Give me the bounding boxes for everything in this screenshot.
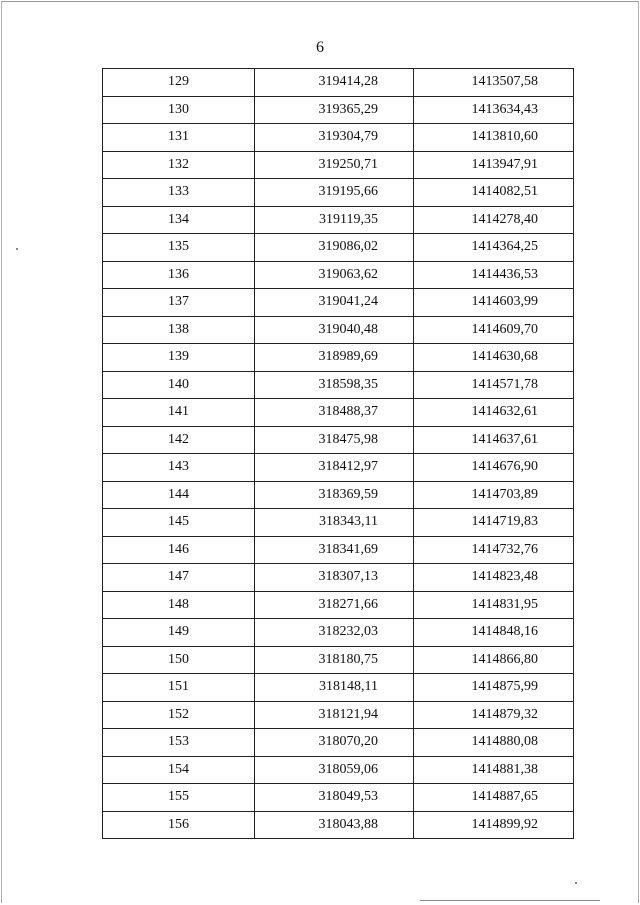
table-row — [103, 289, 574, 317]
point-number: 156 — [103, 811, 255, 839]
table-row — [103, 564, 574, 592]
point-number: 131 — [103, 124, 255, 152]
x-coordinate: 319365,29 — [255, 96, 414, 124]
x-coordinate: 318475,98 — [255, 426, 414, 454]
y-coordinate: 1414848,16 — [414, 619, 574, 647]
point-number: 148 — [103, 591, 255, 619]
y-coordinate: 1413507,58 — [414, 69, 574, 97]
table-row — [103, 674, 574, 702]
y-coordinate: 1414875,99 — [414, 674, 574, 702]
y-coordinate: 1414881,38 — [414, 756, 574, 784]
x-coordinate: 318070,20 — [255, 729, 414, 757]
point-number: 141 — [103, 399, 255, 427]
y-coordinate: 1414436,53 — [414, 261, 574, 289]
x-coordinate: 319086,02 — [255, 234, 414, 262]
table-row — [103, 261, 574, 289]
x-coordinate: 318412,97 — [255, 454, 414, 482]
point-number: 145 — [103, 509, 255, 537]
point-number: 130 — [103, 96, 255, 124]
x-coordinate: 319119,35 — [255, 206, 414, 234]
y-coordinate: 1414630,68 — [414, 344, 574, 372]
x-coordinate: 319250,71 — [255, 151, 414, 179]
table-row — [103, 179, 574, 207]
table-row — [103, 481, 574, 509]
x-coordinate: 318271,66 — [255, 591, 414, 619]
table-row — [103, 536, 574, 564]
point-number: 149 — [103, 619, 255, 647]
page-edge-right — [638, 1, 639, 903]
x-coordinate: 319414,28 — [255, 69, 414, 97]
point-number: 134 — [103, 206, 255, 234]
table-row — [103, 811, 574, 839]
y-coordinate: 1414609,70 — [414, 316, 574, 344]
point-number: 137 — [103, 289, 255, 317]
point-number: 144 — [103, 481, 255, 509]
x-coordinate: 319063,62 — [255, 261, 414, 289]
scan-speck — [16, 248, 18, 250]
x-coordinate: 318232,03 — [255, 619, 414, 647]
y-coordinate: 1414880,08 — [414, 729, 574, 757]
scan-speck — [575, 882, 577, 884]
y-coordinate: 1413634,43 — [414, 96, 574, 124]
x-coordinate: 318369,59 — [255, 481, 414, 509]
y-coordinate: 1414732,76 — [414, 536, 574, 564]
table-row — [103, 729, 574, 757]
y-coordinate: 1414082,51 — [414, 179, 574, 207]
x-coordinate: 318341,69 — [255, 536, 414, 564]
point-number: 150 — [103, 646, 255, 674]
x-coordinate: 318343,11 — [255, 509, 414, 537]
point-number: 153 — [103, 729, 255, 757]
table-row — [103, 756, 574, 784]
y-coordinate: 1414364,25 — [414, 234, 574, 262]
x-coordinate: 319041,24 — [255, 289, 414, 317]
y-coordinate: 1413947,91 — [414, 151, 574, 179]
point-number: 140 — [103, 371, 255, 399]
table-row — [103, 344, 574, 372]
y-coordinate: 1414887,65 — [414, 784, 574, 812]
point-number: 133 — [103, 179, 255, 207]
y-coordinate: 1414676,90 — [414, 454, 574, 482]
point-number: 129 — [103, 69, 255, 97]
point-number: 152 — [103, 701, 255, 729]
y-coordinate: 1414603,99 — [414, 289, 574, 317]
table-row — [103, 316, 574, 344]
point-number: 155 — [103, 784, 255, 812]
point-number: 146 — [103, 536, 255, 564]
x-coordinate: 319040,48 — [255, 316, 414, 344]
point-number: 154 — [103, 756, 255, 784]
table-row — [103, 234, 574, 262]
scan-edge-bottom — [420, 900, 600, 901]
point-number: 147 — [103, 564, 255, 592]
point-number: 132 — [103, 151, 255, 179]
y-coordinate: 1414899,92 — [414, 811, 574, 839]
y-coordinate: 1414637,61 — [414, 426, 574, 454]
x-coordinate: 318488,37 — [255, 399, 414, 427]
x-coordinate: 318043,88 — [255, 811, 414, 839]
y-coordinate: 1413810,60 — [414, 124, 574, 152]
x-coordinate: 319304,79 — [255, 124, 414, 152]
y-coordinate: 1414632,61 — [414, 399, 574, 427]
y-coordinate: 1414823,48 — [414, 564, 574, 592]
point-number: 151 — [103, 674, 255, 702]
point-number: 143 — [103, 454, 255, 482]
x-coordinate: 318989,69 — [255, 344, 414, 372]
x-coordinate: 318148,11 — [255, 674, 414, 702]
table-row — [103, 619, 574, 647]
y-coordinate: 1414831,95 — [414, 591, 574, 619]
point-number: 142 — [103, 426, 255, 454]
y-coordinate: 1414879,32 — [414, 701, 574, 729]
y-coordinate: 1414703,89 — [414, 481, 574, 509]
table-row — [103, 399, 574, 427]
table-row — [103, 646, 574, 674]
x-coordinate: 318121,94 — [255, 701, 414, 729]
coordinates-table-body — [103, 69, 574, 839]
table-row — [103, 371, 574, 399]
page-edge-top — [2, 1, 638, 2]
point-number: 135 — [103, 234, 255, 262]
table-row — [103, 509, 574, 537]
y-coordinate: 1414866,80 — [414, 646, 574, 674]
point-number: 138 — [103, 316, 255, 344]
point-number: 139 — [103, 344, 255, 372]
page-edge-left — [1, 1, 2, 903]
x-coordinate: 318598,35 — [255, 371, 414, 399]
table-row — [103, 591, 574, 619]
table-row — [103, 96, 574, 124]
table-row — [103, 69, 574, 97]
x-coordinate: 319195,66 — [255, 179, 414, 207]
x-coordinate: 318307,13 — [255, 564, 414, 592]
table-row — [103, 454, 574, 482]
table-row — [103, 151, 574, 179]
y-coordinate: 1414719,83 — [414, 509, 574, 537]
table-row — [103, 426, 574, 454]
table-row — [103, 784, 574, 812]
coordinates-table — [102, 68, 574, 839]
table-row — [103, 206, 574, 234]
table-row — [103, 701, 574, 729]
y-coordinate: 1414278,40 — [414, 206, 574, 234]
point-number: 136 — [103, 261, 255, 289]
x-coordinate: 318049,53 — [255, 784, 414, 812]
table-row — [103, 124, 574, 152]
x-coordinate: 318180,75 — [255, 646, 414, 674]
x-coordinate: 318059,06 — [255, 756, 414, 784]
page-number: 6 — [316, 39, 324, 56]
y-coordinate: 1414571,78 — [414, 371, 574, 399]
